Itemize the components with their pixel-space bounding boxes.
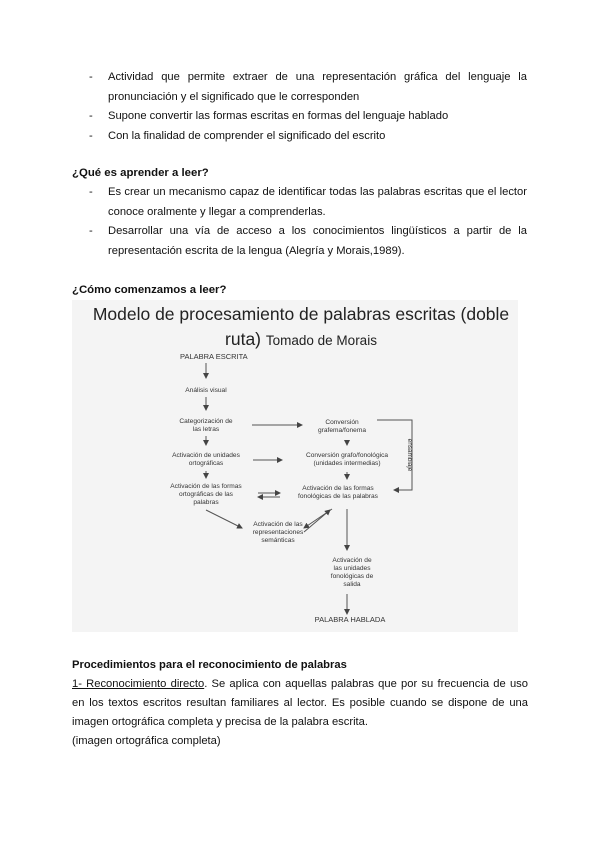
bullet-dash: - [89,186,93,198]
node-salida-l1: Activación de [332,557,372,564]
node-salida-l3: fonológicas de [330,573,374,580]
node-activacion-unidades-l2: ortográficas [188,460,224,467]
node-conversion-grafo-l2: (unidades intermedias) [313,460,381,467]
node-semanticas-l1: Activación de las [253,521,303,528]
bullet-dash: - [89,71,93,83]
node-formas-orto-l2: ortográficas de las [179,491,233,498]
list-item [72,68,527,107]
list-item [72,222,527,261]
node-categorizacion-l2: las letras [192,426,220,433]
node-semanticas-l2: representaciones [252,529,304,536]
section-heading-como-comenzamos: ¿Cómo comenzamos a leer? [72,284,227,296]
section1-list [72,183,527,261]
dual-route-diagram [72,300,518,632]
diagram-title-line1: Modelo de procesamiento de palabras escritas (doble [92,304,510,324]
list-item-text: Actividad que permite extraer de una representación gráfica del lenguaje la pronunciación y el significado que le corresponden [108,71,527,103]
node-palabra-escrita: PALABRA ESCRITA [180,352,248,361]
diagram-canvas [72,300,518,632]
bullet-dash: - [89,110,93,122]
procedures-note: (imagen ortográfica completa) [72,735,221,747]
list-item [72,107,527,127]
node-analisis-visual: Análisis visual [185,387,227,394]
list-item-text: Desarrollar una vía de acceso a los conocimientos lingüísticos a partir de la representación escrita de la lengua (Alegría y Morais,1989). [108,225,527,257]
procedures-item [72,675,528,732]
node-formas-fono-l2: fonológicas de las palabras [298,493,378,500]
section-heading-que-es: ¿Qué es aprender a leer? [72,167,209,179]
intro-list [72,68,527,146]
node-semanticas-l3: semánticas [261,537,295,544]
node-conversion-l2: grafema/fonema [317,427,367,434]
diagram-title-line2: ruta) [225,329,262,349]
node-salida-l2: las unidades [333,565,371,572]
diagram-nodes [170,352,413,624]
procedures-item-label: 1- Reconocimiento directo [72,678,205,690]
node-formas-orto-l1: Activación de las formas [170,483,242,490]
list-item [72,183,527,222]
node-formas-fono-l1: Activación de las formas [302,485,374,492]
node-palabra-hablada: PALABRA HABLADA [314,615,386,624]
node-salida-l4: salida [343,581,361,588]
list-item-text: Supone convertir las formas escritas en formas del lenguaje hablado [108,110,449,122]
bullet-dash: - [89,129,93,142]
list-item-text: Es crear un mecanismo capaz de identificar todas las palabras escritas que el lector conoce oralmente y llegar a comprenderlas. [108,186,527,218]
node-ensamblaje: ensamblaje [406,438,413,472]
list-item-text: Con la finalidad de comprender el significado del escrito [108,129,386,142]
bullet-dash: - [89,225,93,237]
node-activacion-unidades-l1: Activación de unidades [172,452,240,459]
procedures-heading: Procedimientos para el reconocimiento de palabras [72,659,347,671]
procedures-section [72,656,528,751]
node-categorizacion-l1: Categorización de [179,418,233,425]
list-item [72,127,527,147]
procedures-item-text: . Se aplica con aquellas palabras que por su frecuencia de uso en los textos escritos resultan familiares al lector. Es posible cuando se dispone de una imagen ortográfica completa y precisa de la palabra escrita. [72,678,528,728]
diagram-title-source: Tomado de Morais [265,333,377,348]
node-conversion-grafo-l1: Conversión grafo/fonológica [305,452,389,459]
node-formas-orto-l3: palabras [193,499,219,506]
node-conversion-l1: Conversión [325,419,359,426]
